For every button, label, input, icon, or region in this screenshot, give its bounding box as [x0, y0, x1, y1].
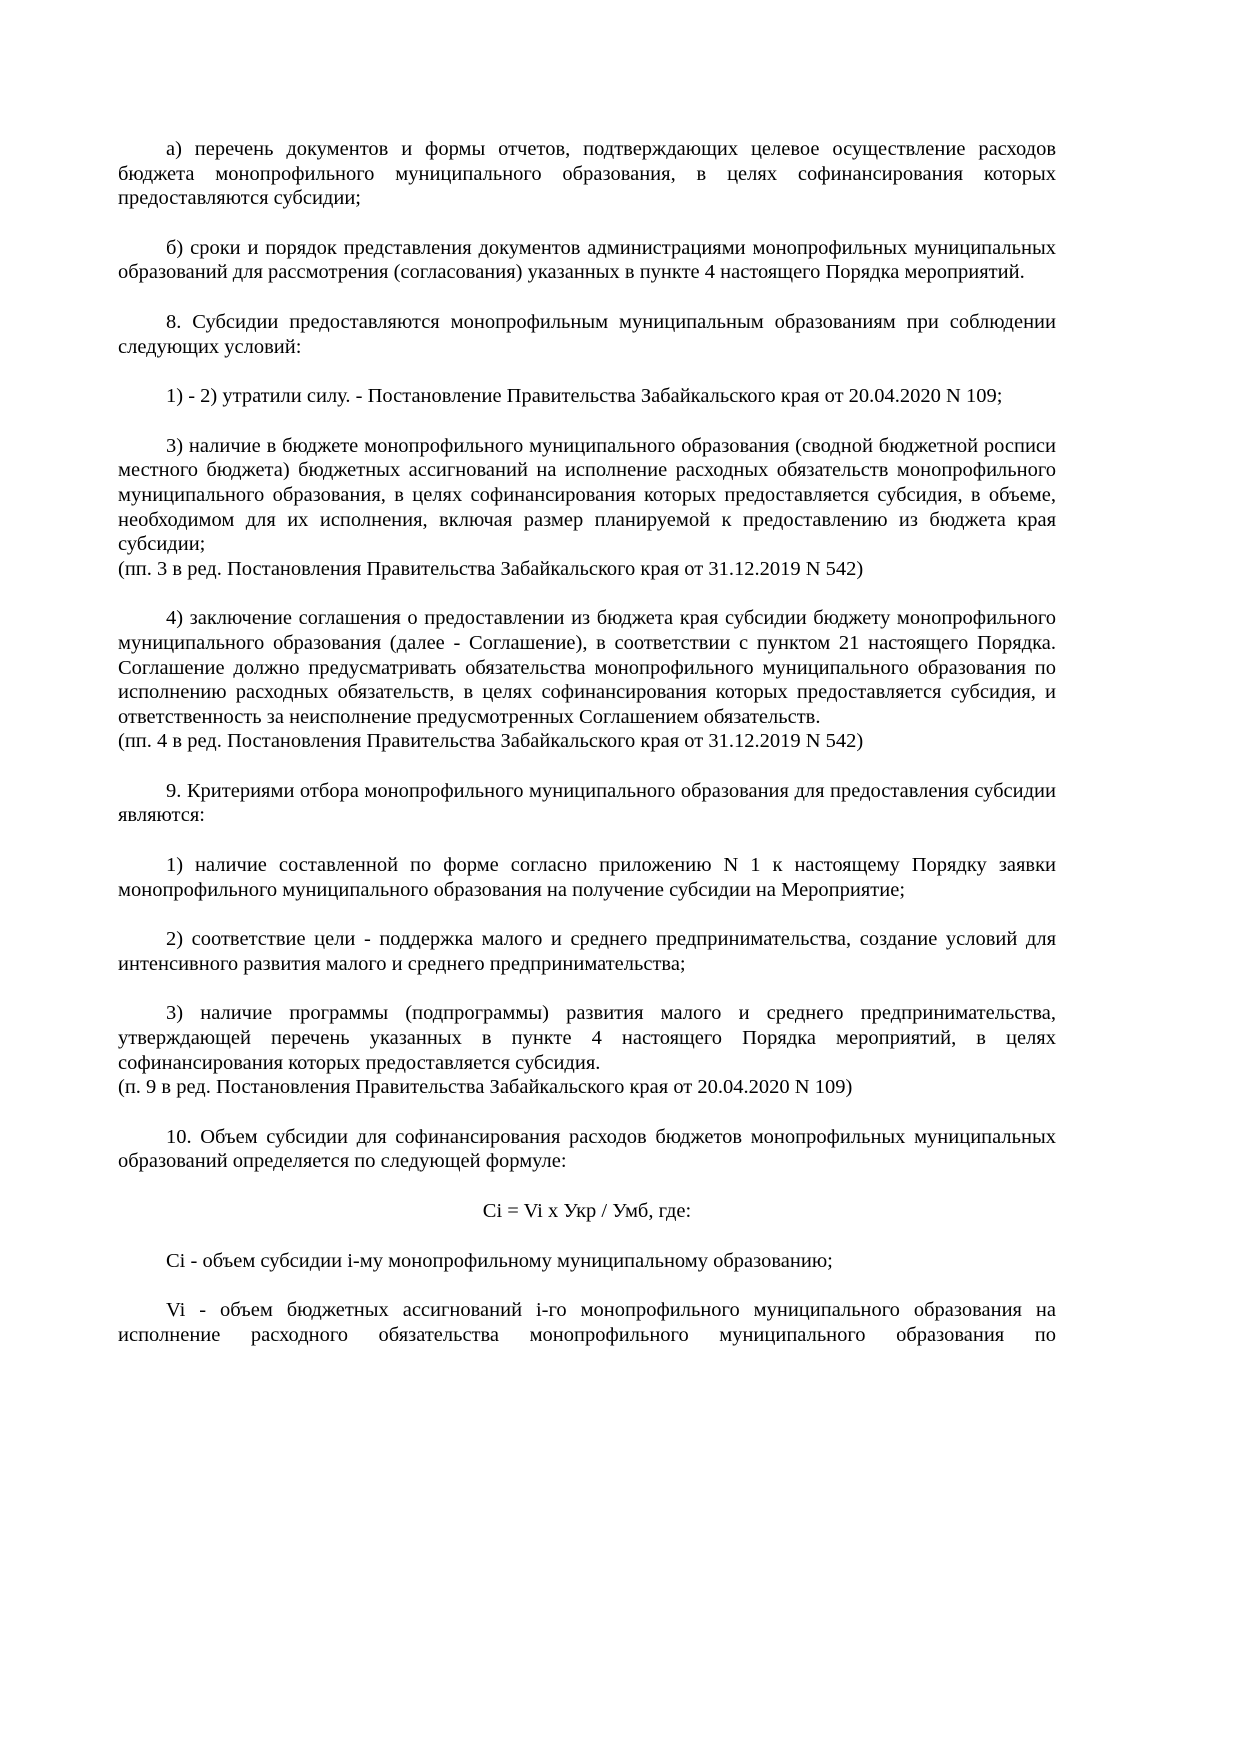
definition-vi: Vi - объем бюджетных ассигнований i-го монопрофильного муниципального образования на исполнение расходного обязательства монопрофильного муниципального образования по — [118, 1299, 1056, 1346]
paragraph-7a: а) перечень документов и формы отчетов, подтверждающих целевое осуществление расходов бюджета монопрофильного муниципального образования, в целях софинансирования которых предоставляются субсидии; — [118, 138, 1056, 210]
paragraph-8-4: 4) заключение соглашения о предоставлении из бюджета края субсидии бюджету монопрофильного муниципального образования (далее - Соглашение), в соответствии с пунктом 21 настоящего Порядка. Соглашение должно предусматривать обязательства монопрофильного муниципального образования по исполнению расходных обязательств, в целях софинансирования которых предоставляется субсидия, и ответственность за неисполнение предусмотренных Соглашением обязательств. — [118, 607, 1056, 728]
paragraph-9-3: 3) наличие программы (подпрограммы) развития малого и среднего предпринимательства, утверждающей перечень указанных в пункте 4 настоящего Порядка мероприятий, в целях софинансирования которых предоставляется субсидия. — [118, 1002, 1056, 1074]
paragraph-9-1: 1) наличие составленной по форме согласно приложению N 1 к настоящему Порядку заявки монопрофильного муниципального образования на получение субсидии на Мероприятие; — [118, 854, 1056, 901]
document-page — [118, 137, 1056, 1372]
paragraph-9: 9. Критериями отбора монопрофильного муниципального образования для предоставления субсидии являются: — [118, 779, 1056, 827]
definition-ci: Ci - объем субсидии i-му монопрофильному муниципальному образованию; — [166, 1249, 833, 1272]
paragraph-8: 8. Субсидии предоставляются монопрофильным муниципальным образованиям при соблюдении следующих условий: — [118, 310, 1056, 358]
paragraph-7b: б) сроки и порядок представления документов администрациями монопрофильных муниципальных образований для рассмотрения (согласования) указанных в пункте 4 настоящего Порядка мероприятий. — [118, 236, 1056, 284]
paragraph-8-3: 3) наличие в бюджете монопрофильного муниципального образования (сводной бюджетной росписи местного бюджета) бюджетных ассигнований на исполнение расходных обязательств монопрофильного муниципального образования, в целях софинансирования которых предоставляется субсидия, в объеме, необходимом для их исполнения, включая размер планируемой к предоставлению из бюджета края субсидии; — [118, 434, 1056, 556]
formula: Ci = Vi x Укр / Умб, где: — [482, 1200, 692, 1222]
amendment-note: (пп. 4 в ред. Постановления Правительства Забайкальского края от 31.12.2019 N 542) — [118, 730, 864, 753]
paragraph-8-1-2: 1) - 2) утратили силу. - Постановление Правительства Забайкальского края от 20.04.2020 N 109; — [166, 385, 1003, 408]
paragraph-10: 10. Объем субсидии для софинансирования расходов бюджетов монопрофильных муниципальных образований определяется по следующей формуле: — [118, 1125, 1056, 1173]
paragraph-9-2: 2) соответствие цели - поддержка малого и среднего предпринимательства, создание условий для интенсивного развития малого и среднего предпринимательства; — [118, 928, 1056, 975]
amendment-note: (п. 9 в ред. Постановления Правительства Забайкальского края от 20.04.2020 N 109) — [118, 1076, 853, 1099]
amendment-note: (пп. 3 в ред. Постановления Правительства Забайкальского края от 31.12.2019 N 542) — [118, 557, 864, 580]
